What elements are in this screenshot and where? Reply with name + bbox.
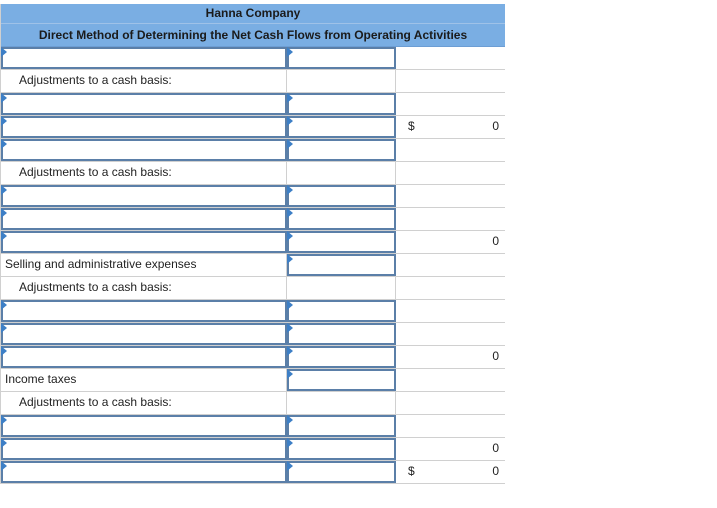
amount-input[interactable]	[287, 139, 396, 161]
table-row	[1, 346, 505, 369]
table-row	[1, 70, 505, 93]
table-row	[1, 415, 505, 438]
total-cell	[396, 116, 505, 138]
table-row	[1, 438, 505, 461]
amount-input[interactable]	[287, 116, 396, 138]
total-value: 0	[492, 441, 499, 455]
input-indicator-icon	[287, 415, 293, 425]
dropdown-indicator-icon	[1, 461, 7, 471]
account-name-input[interactable]	[1, 208, 287, 230]
table-row	[1, 392, 505, 415]
table-row	[1, 277, 505, 300]
table-row	[1, 139, 505, 162]
row-label	[1, 70, 287, 92]
total-value: 0	[492, 234, 499, 248]
total-cell	[396, 438, 505, 460]
input-indicator-icon	[287, 254, 293, 264]
dollar-sign: $	[408, 119, 415, 133]
input-indicator-icon	[287, 139, 293, 149]
account-name-input[interactable]	[1, 438, 287, 460]
amount-input[interactable]	[287, 208, 396, 230]
total-cell	[396, 300, 505, 322]
input-indicator-icon	[287, 116, 293, 126]
statement-title-header: Direct Method of Determining the Net Cash Flows from Operating Activities	[1, 24, 505, 47]
input-indicator-icon	[287, 461, 293, 471]
total-cell	[396, 346, 505, 368]
table-row	[1, 461, 505, 484]
total-cell	[396, 162, 505, 184]
amount-input[interactable]	[287, 47, 396, 69]
table-row	[1, 323, 505, 346]
row-label	[1, 162, 287, 184]
table-row	[1, 208, 505, 231]
account-name-input[interactable]	[1, 139, 287, 161]
account-name-input[interactable]	[1, 116, 287, 138]
total-value: 0	[492, 464, 499, 478]
total-cell	[396, 392, 505, 414]
account-name-input[interactable]	[1, 300, 287, 322]
amount-input[interactable]	[287, 231, 396, 253]
amount-input[interactable]	[287, 185, 396, 207]
total-cell	[396, 277, 505, 299]
row-label	[1, 277, 287, 299]
amount-input[interactable]	[287, 323, 396, 345]
row-label	[1, 254, 287, 276]
dropdown-indicator-icon	[1, 231, 7, 241]
cash-flow-worksheet	[0, 4, 505, 484]
amount-input[interactable]	[287, 300, 396, 322]
account-name-input[interactable]	[1, 93, 287, 115]
input-indicator-icon	[287, 185, 293, 195]
row-label	[1, 392, 287, 414]
row-label-text: Adjustments to a cash basis:	[19, 73, 172, 87]
account-name-input[interactable]	[1, 47, 287, 69]
amount-input[interactable]	[287, 438, 396, 460]
total-cell	[396, 93, 505, 115]
dropdown-indicator-icon	[1, 438, 7, 448]
account-name-input[interactable]	[1, 231, 287, 253]
dropdown-indicator-icon	[1, 185, 7, 195]
dropdown-indicator-icon	[1, 47, 7, 57]
amount-input[interactable]	[287, 346, 396, 368]
input-indicator-icon	[287, 231, 293, 241]
table-row	[1, 116, 505, 139]
dropdown-indicator-icon	[1, 93, 7, 103]
amount-input[interactable]	[287, 461, 396, 483]
table-row	[1, 300, 505, 323]
amount-input[interactable]	[287, 369, 396, 391]
dropdown-indicator-icon	[1, 415, 7, 425]
amount-input[interactable]	[287, 415, 396, 437]
company-name-header: Hanna Company	[1, 4, 505, 24]
dollar-sign: $	[408, 464, 415, 478]
dropdown-indicator-icon	[1, 346, 7, 356]
amount-input[interactable]	[287, 254, 396, 276]
dropdown-indicator-icon	[1, 323, 7, 333]
total-cell	[396, 47, 505, 69]
table-row	[1, 47, 505, 70]
table-row	[1, 231, 505, 254]
dropdown-indicator-icon	[1, 300, 7, 310]
total-cell	[396, 369, 505, 391]
total-cell	[396, 208, 505, 230]
total-cell	[396, 139, 505, 161]
total-cell	[396, 415, 505, 437]
row-label-text: Income taxes	[5, 372, 77, 386]
total-cell	[396, 323, 505, 345]
dropdown-indicator-icon	[1, 139, 7, 149]
total-cell	[396, 185, 505, 207]
amount-cell	[287, 162, 396, 184]
account-name-input[interactable]	[1, 185, 287, 207]
table-row	[1, 369, 505, 392]
input-indicator-icon	[287, 346, 293, 356]
row-label-text: Adjustments to a cash basis:	[19, 280, 172, 294]
amount-cell	[287, 392, 396, 414]
account-name-input[interactable]	[1, 415, 287, 437]
input-indicator-icon	[287, 93, 293, 103]
input-indicator-icon	[287, 369, 293, 379]
dropdown-indicator-icon	[1, 208, 7, 218]
row-label-text: Adjustments to a cash basis:	[19, 395, 172, 409]
row-label-text: Adjustments to a cash basis:	[19, 165, 172, 179]
dropdown-indicator-icon	[1, 116, 7, 126]
input-indicator-icon	[287, 47, 293, 57]
total-cell	[396, 70, 505, 92]
row-label-text: Selling and administrative expenses	[5, 257, 197, 271]
input-indicator-icon	[287, 300, 293, 310]
table-row	[1, 254, 505, 277]
account-name-input[interactable]	[1, 461, 287, 483]
input-indicator-icon	[287, 438, 293, 448]
total-cell	[396, 231, 505, 253]
worksheet-rows	[1, 47, 505, 484]
total-cell	[396, 461, 505, 483]
total-value: 0	[492, 349, 499, 363]
table-row	[1, 185, 505, 208]
total-value: 0	[492, 119, 499, 133]
amount-cell	[287, 277, 396, 299]
account-name-input[interactable]	[1, 323, 287, 345]
input-indicator-icon	[287, 208, 293, 218]
amount-input[interactable]	[287, 93, 396, 115]
row-label	[1, 369, 287, 391]
input-indicator-icon	[287, 323, 293, 333]
table-row	[1, 93, 505, 116]
account-name-input[interactable]	[1, 346, 287, 368]
table-row	[1, 162, 505, 185]
amount-cell	[287, 70, 396, 92]
total-cell	[396, 254, 505, 276]
